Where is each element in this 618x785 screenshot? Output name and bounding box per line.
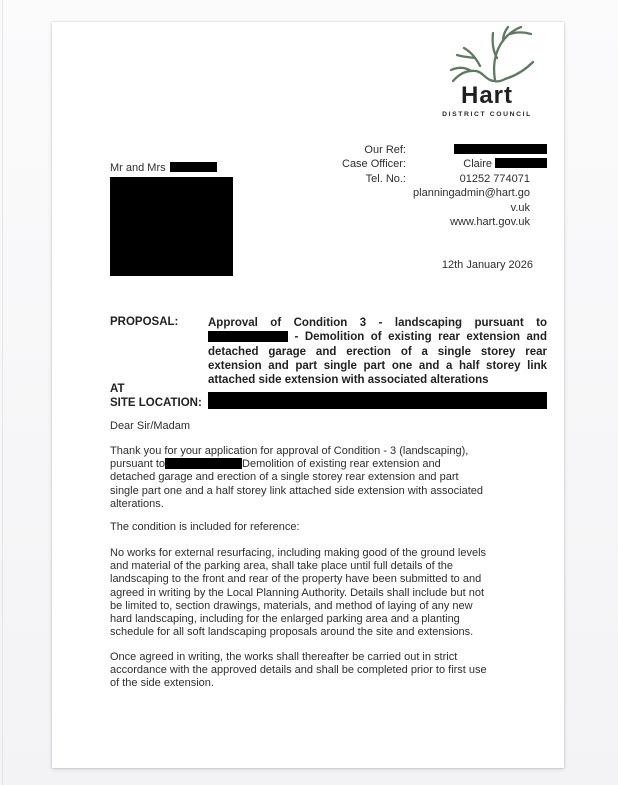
letter-date: 12th January 2026 (441, 259, 533, 271)
addressee-prefix: Mr and Mrs (110, 162, 166, 174)
our-ref-row (342, 143, 530, 157)
tel-value: 01252 774071 (459, 172, 530, 185)
paragraph-closing: Once agreed in writing, the works shall thereafter be carried out in strict accordance with the approved details and shall be completed prior to first use of the side extension. (110, 651, 487, 690)
our-ref-value (406, 143, 530, 157)
case-officer-value (406, 157, 530, 171)
paragraph-condition-text: No works for external resurfacing, including making good of the ground levels and material of the parking area, shall take place until full details of the landscaping to the front and rear of the property have been submitted to and agreed in writing by the Local Planning Authority. Details shall include but not be limited to, section drawings, materials, and method of laying of any new hard landscaping, including for the enlarged parking area and a planting schedule for all soft landscaping proposals around the site and extensions. (110, 547, 487, 639)
at-label: AT (110, 383, 125, 395)
para1-redaction (165, 458, 242, 469)
case-officer-label: Case Officer: (342, 158, 406, 171)
addressee-line (110, 162, 217, 174)
proposal-text-after: - Demolition of existing rear extension and detached garage and erection of a single storey rear extension and part single part one and a half storey link attached side extension with associated alterations (208, 331, 547, 387)
website-row (342, 215, 530, 229)
email-line-1: planningadmin@hart.go (413, 187, 530, 200)
our-ref-label: Our Ref: (364, 144, 406, 156)
addressee-name-redaction (170, 162, 217, 172)
case-officer-redaction (495, 158, 547, 168)
proposal-redaction (208, 331, 288, 342)
letter-page (52, 22, 564, 768)
email-line-2: v.uk (510, 201, 530, 214)
proposal-text (208, 316, 547, 387)
proposal-text-before: Approval of Condition 3 - landscaping pursuant to (208, 317, 547, 329)
email-row-1 (342, 186, 530, 200)
hart-council-logo (424, 26, 550, 118)
para1-after: Demolition of existing rear extension and detached garage and erection of a single storey rear extension and part single part one and a half storey link attached side extension with associated alterations. (110, 458, 484, 510)
logo-wordmark: Hart (460, 82, 513, 109)
site-location-redaction (208, 392, 547, 409)
proposal-label: PROPOSAL: (110, 316, 179, 328)
paragraph-application (110, 445, 488, 511)
our-ref-redaction (454, 144, 547, 154)
salutation: Dear Sir/Madam (110, 420, 191, 432)
site-location-label: SITE LOCATION: (110, 396, 202, 409)
telephone-row (342, 172, 530, 186)
website-url: www.hart.gov.uk (450, 216, 530, 229)
viewport-left-edge (2, 0, 3, 785)
paragraph-condition-intro: The condition is included for reference: (110, 521, 300, 533)
case-officer-row (342, 157, 530, 171)
case-officer-name: Claire (463, 158, 492, 171)
tel-label: Tel. No.: (365, 172, 406, 185)
reference-block (342, 143, 530, 229)
stag-deer-icon (435, 26, 539, 86)
address-redaction-block (110, 177, 233, 276)
logo-subtitle: DISTRICT COUNCIL (442, 111, 532, 118)
para1-before: Thank you for your application for approval of Condition - 3 (landscaping), pursuant to (110, 445, 469, 471)
site-location-labels (110, 383, 202, 410)
email-row-2 (342, 201, 530, 215)
